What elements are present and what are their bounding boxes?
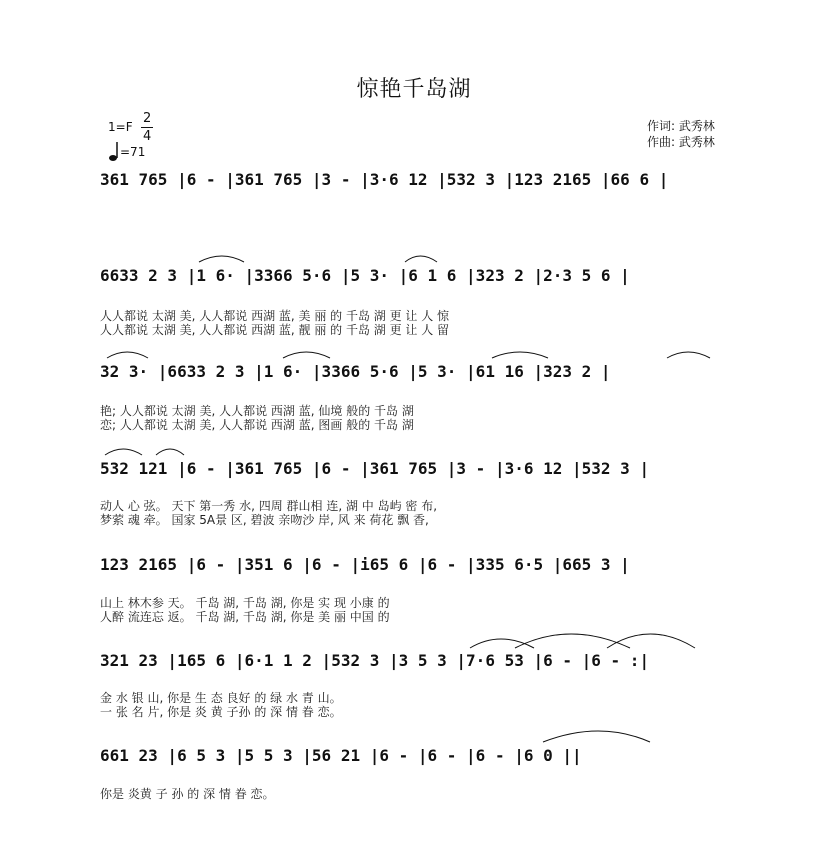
lyricist-credit: 作词: 武秀林 [647,119,715,133]
lyrics-line-7-verse-1: 你是 炎黄 子 孙 的 深 情 眷 恋。 [100,787,275,801]
lyrics-line-5-verse-1: 山上 林木参 天。 千岛 湖, 千岛 湖, 你是 实 现 小康 的 [100,596,390,610]
lyrics-line-2-verse-2: 人人都说 太湖 美, 人人都说 西湖 蓝, 靓 丽 的 千岛 湖 更 让 人 留 [100,323,450,337]
score-line-1: 361 765 |6 - |361 765 |3 - |3·6 12 |532 3 |123 2165 |66 6 | [100,170,669,189]
score-line-5: 123 2165 |6 - |351 6 |6 - |i65 6 |6 - |335 6·5 |665 3 | [100,555,630,574]
score-line-2: 6633 2 3 |1 6· |3366 5·6 |5 3· |6 1 6 |323 2 |2·3 5 6 | [100,266,630,285]
lyrics-line-6-verse-2: 一 张 名 片, 你是 炎 黄 子孙 的 深 情 眷 恋。 [100,705,342,719]
key-signature: 1=F [108,120,133,134]
lyrics-line-4-verse-2: 梦萦 魂 牵。 国家 5A景 区, 碧波 亲吻沙 岸, 风 来 荷花 飘 香, [100,513,429,527]
score-line-3: 32 3· |6633 2 3 |1 6· |3366 5·6 |5 3· |61 16 |323 2 | [100,362,611,381]
lyrics-line-4-verse-1: 动人 心 弦。 天下 第一秀 水, 四周 群山相 连, 湖 中 岛屿 密 布, [100,499,438,513]
time-signature-bottom: 4 [143,129,152,144]
lyrics-line-2-verse-1: 人人都说 太湖 美, 人人都说 西湖 蓝, 美 丽 的 千岛 湖 更 让 人 惊 [100,309,450,323]
lyrics-line-5-verse-2: 人醉 流连忘 返。 千岛 湖, 千岛 湖, 你是 美 丽 中国 的 [100,610,390,624]
tempo-marking: =71 [120,145,146,159]
time-signature-divider [141,127,153,128]
lyrics-line-6-verse-1: 金 水 银 山, 你是 生 态 良好 的 绿 水 青 山。 [100,691,342,705]
score-line-6: 321 23 |165 6 |6·1 1 2 |532 3 |3 5 3 |7·6 53 |6 - |6 - :| [100,651,650,670]
song-title: 惊艳千岛湖 [356,77,472,102]
score-line-4: 532 121 |6 - |361 765 |6 - |361 765 |3 - |3·6 12 |532 3 | [100,459,650,478]
time-signature-top: 2 [143,111,152,126]
composer-credit: 作曲: 武秀林 [647,135,715,149]
lyrics-line-3-verse-1: 艳; 人人都说 太湖 美, 人人都说 西湖 蓝, 仙境 般的 千岛 湖 [100,404,414,418]
score-line-7: 661 23 |6 5 3 |5 5 3 |56 21 |6 - |6 - |6 - |6 0 || [100,746,582,765]
lyrics-line-3-verse-2: 恋; 人人都说 太湖 美, 人人都说 西湖 蓝, 图画 般的 千岛 湖 [100,418,414,432]
